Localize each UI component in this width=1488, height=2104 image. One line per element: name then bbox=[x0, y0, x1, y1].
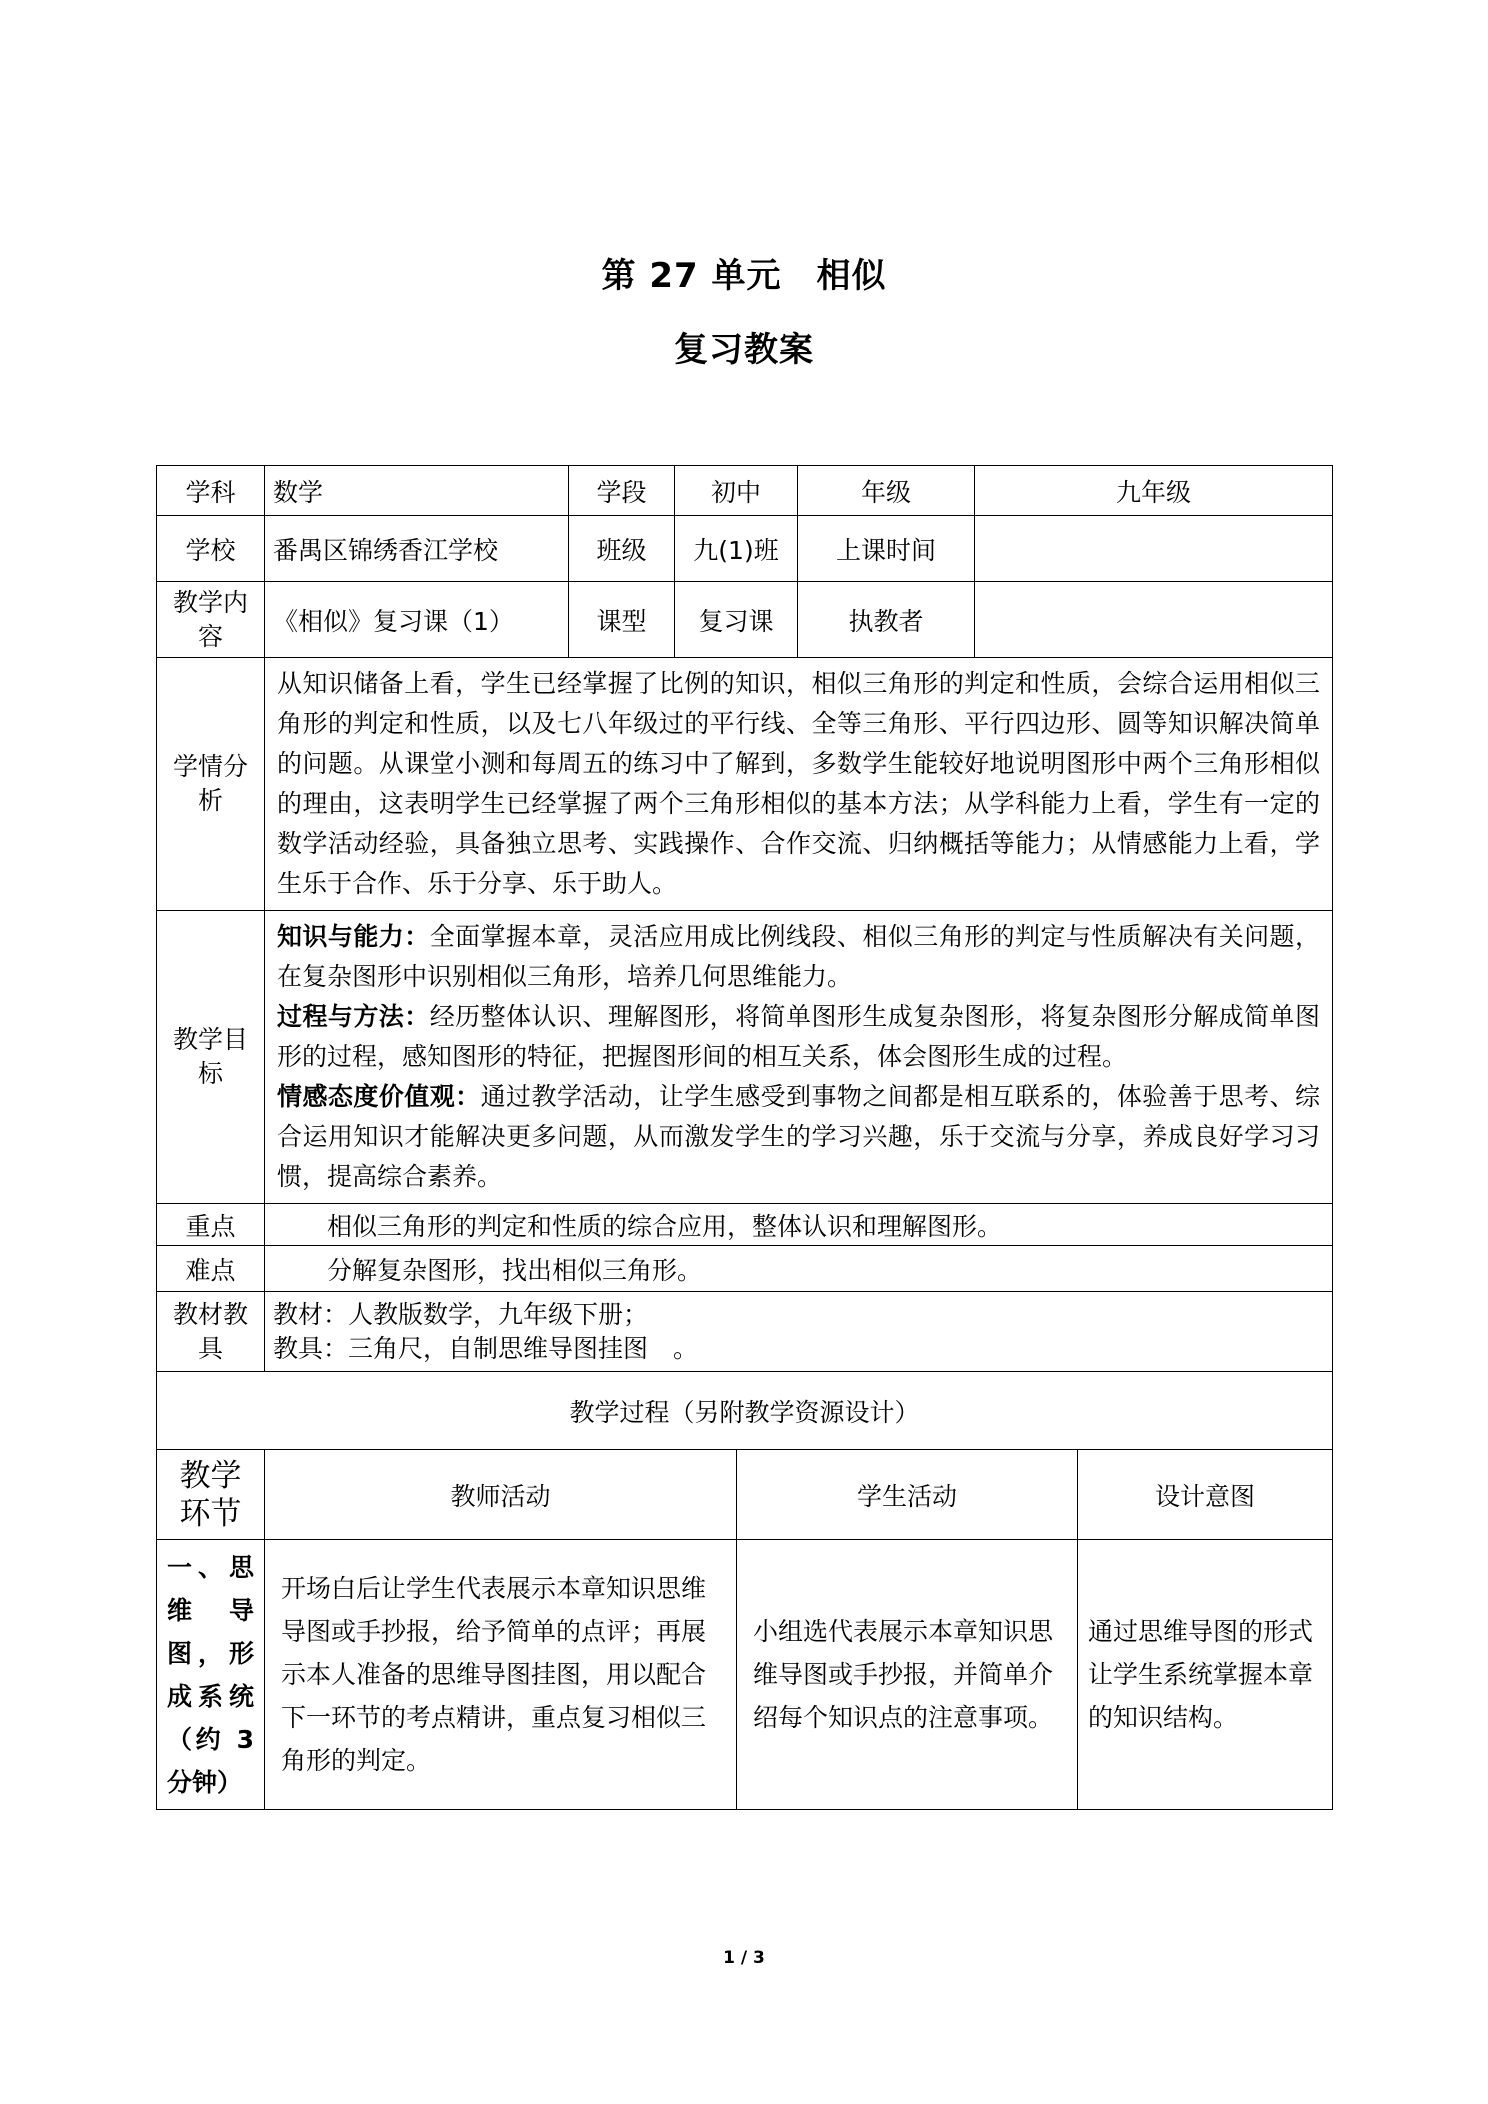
grade-value: 九年级 bbox=[975, 466, 1333, 516]
process-header: 教学过程（另附教学资源设计） bbox=[157, 1372, 1333, 1450]
emotion-text: 通过教学活动，让学生感受到事物之间都是相互联系的，体验善于思考、综合运用知识才能解决更多问题，从而激发学生的学习兴趣，乐于交流与分享，养成良好学习习惯，提高综合素养。 bbox=[277, 1082, 1321, 1191]
school-value: 番禺区锦绣香江学校 bbox=[265, 516, 569, 582]
process-text: 经历整体认识、理解图形，将简单图形生成复杂图形，将复杂图形分解成简单图形的过程，感知图形的特征，把握图形间的相互关系，体会图形生成的过程。 bbox=[277, 1002, 1321, 1071]
time-label: 上课时间 bbox=[798, 516, 975, 582]
info-row-1 bbox=[157, 466, 1333, 516]
col-student-header: 学生活动 bbox=[737, 1450, 1078, 1540]
materials-row bbox=[157, 1292, 1333, 1372]
process-columns-row bbox=[157, 1450, 1333, 1540]
process-header-row bbox=[157, 1372, 1333, 1450]
process-row bbox=[157, 1540, 1333, 1810]
content-label: 教学内容 bbox=[157, 582, 265, 658]
type-label: 课型 bbox=[569, 582, 675, 658]
page-number: 1 / 3 bbox=[723, 1948, 765, 1968]
col-teacher-header: 教师活动 bbox=[265, 1450, 737, 1540]
difficulty-text: 分解复杂图形，找出相似三角形。 bbox=[265, 1246, 1333, 1292]
col-stage-header: 教学环节 bbox=[157, 1450, 265, 1540]
knowledge-text: 全面掌握本章，灵活应用成比例线段、相似三角形的判定与性质解决有关问题，在复杂图形中识别相似三角形，培养几何思维能力。 bbox=[277, 922, 1321, 991]
grade-label: 年级 bbox=[798, 466, 975, 516]
subject-label: 学科 bbox=[157, 466, 265, 516]
page-subtitle: 复习教案 bbox=[674, 330, 814, 370]
teacher-label: 执教者 bbox=[798, 582, 975, 658]
process-design-intent: 通过思维导图的形式让学生系统掌握本章的知识结构。 bbox=[1078, 1540, 1333, 1810]
materials-text bbox=[265, 1292, 1333, 1372]
process-teacher-activity: 开场白后让学生代表展示本章知识思维导图或手抄报，给予简单的点评；再展示本人准备的思维导图挂图，用以配合下一环节的考点精讲，重点复习相似三角形的判定。 bbox=[265, 1540, 737, 1810]
key-point-text: 相似三角形的判定和性质的综合应用，整体认识和理解图形。 bbox=[265, 1204, 1333, 1246]
col-intent-header: 设计意图 bbox=[1078, 1450, 1333, 1540]
type-value: 复习课 bbox=[675, 582, 798, 658]
objectives-row bbox=[157, 911, 1333, 1204]
time-value bbox=[975, 516, 1333, 582]
stage-label: 学段 bbox=[569, 466, 675, 516]
difficulty-row bbox=[157, 1246, 1333, 1292]
objectives-label: 教学目标 bbox=[157, 911, 265, 1204]
materials-label: 教材教具 bbox=[157, 1292, 265, 1372]
process-student-activity: 小组选代表展示本章知识思维导图或手抄报，并简单介绍每个知识点的注意事项。 bbox=[737, 1540, 1078, 1810]
page-title: 第 27 单元 相似 bbox=[601, 256, 887, 296]
knowledge-title: 知识与能力： bbox=[277, 922, 430, 951]
materials-line-2: 教具：三角尺，自制思维导图挂图 。 bbox=[273, 1333, 699, 1363]
emotion-title: 情感态度价值观： bbox=[277, 1082, 481, 1111]
analysis-row bbox=[157, 658, 1333, 911]
process-title: 过程与方法： bbox=[277, 1002, 430, 1031]
key-point-label: 重点 bbox=[157, 1204, 265, 1246]
objectives-text bbox=[265, 911, 1333, 1204]
class-label: 班级 bbox=[569, 516, 675, 582]
info-row-2 bbox=[157, 516, 1333, 582]
materials-line-1: 教材：人教版数学，九年级下册； bbox=[273, 1299, 649, 1329]
school-label: 学校 bbox=[157, 516, 265, 582]
teacher-value bbox=[975, 582, 1333, 658]
key-point-row bbox=[157, 1204, 1333, 1246]
process-stage: 一、思维导图，形成系统（约 3 分钟） bbox=[157, 1540, 265, 1810]
lesson-plan-table bbox=[156, 465, 1333, 1810]
content-value: 《相似》复习课（1） bbox=[265, 582, 569, 658]
analysis-text: 从知识储备上看，学生已经掌握了比例的知识，相似三角形的判定和性质，会综合运用相似三角形的判定和性质，以及七八年级过的平行线、全等三角形、平行四边形、圆等知识解决简单的问题。从课堂小测和每周五的练习中了解到，多数学生能较好地说明图形中两个三角形相似的理由，这表明学生已经掌握了两个三角形相似的基本方法；从学科能力上看，学生有一定的数学活动经验，具备独立思考、实践操作、合作交流、归纳概括等能力；从情感能力上看，学生乐于合作、乐于分享、乐于助人。 bbox=[265, 658, 1333, 911]
analysis-label: 学情分析 bbox=[157, 658, 265, 911]
info-row-3 bbox=[157, 582, 1333, 658]
subject-value: 数学 bbox=[265, 466, 569, 516]
difficulty-label: 难点 bbox=[157, 1246, 265, 1292]
class-value: 九(1)班 bbox=[675, 516, 798, 582]
stage-value: 初中 bbox=[675, 466, 798, 516]
